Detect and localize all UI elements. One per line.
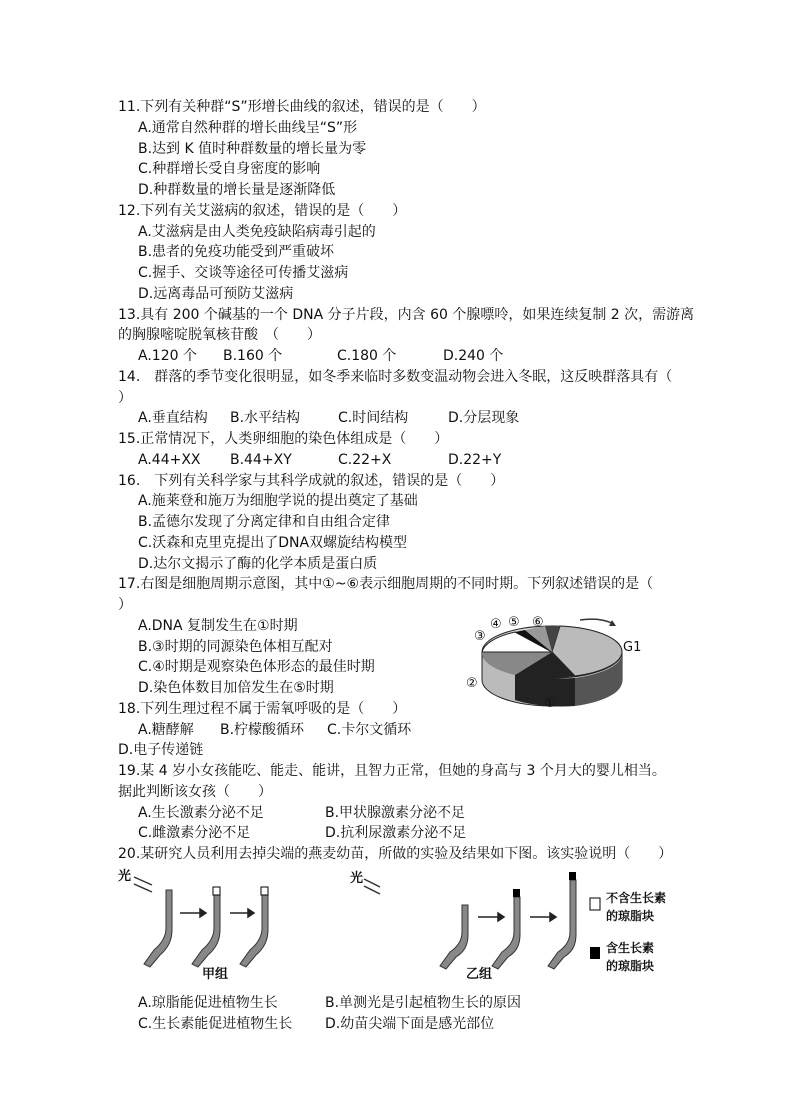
group-a-label: 甲组 bbox=[202, 966, 229, 982]
seedling-experiment-diagram bbox=[112, 865, 672, 993]
q11-option-c: C.种群增长受自身密度的影响 bbox=[138, 161, 321, 178]
q17-option-a: A.DNA 复制发生在①时期 bbox=[138, 617, 298, 634]
legend-empty-line2: 的琼脂块 bbox=[606, 908, 655, 923]
q12-option-a: A.艾滋病是由人类免疫缺陷病毒引起的 bbox=[138, 223, 376, 240]
q13-options bbox=[118, 346, 678, 367]
q14-option-d: D.分层现象 bbox=[448, 410, 520, 427]
q16-option-c: C.沃森和克里克提出了DNA双螺旋结构模型 bbox=[138, 534, 408, 551]
q18-option-b: B.柠檬酸循环 bbox=[220, 721, 305, 738]
q17-option-b: B.③时期的同源染色体相互配对 bbox=[138, 638, 333, 655]
q15-option-b: B.44+XY bbox=[230, 451, 292, 468]
q19-options-row2 bbox=[118, 823, 678, 844]
q13-stem: 13.具有 200 个碱基的一个 DNA 分子片段，内含 60 个腺嘌呤，如果连续复制 2 次，需游离 bbox=[118, 306, 695, 323]
q17-option-c: C.④时期是观察染色体形态的最佳时期 bbox=[138, 659, 375, 676]
pie-label-6: ⑥ bbox=[532, 615, 544, 630]
q19-option-c: C.雌激素分泌不足 bbox=[138, 825, 251, 842]
q11-option-a: A.通常自然种群的增长曲线呈“S”形 bbox=[138, 119, 358, 136]
q13-option-d: D.240 个 bbox=[443, 348, 504, 364]
q20-options-row2 bbox=[118, 1014, 678, 1035]
q16-option-d: D.达尔文揭示了酶的化学本质是蛋白质 bbox=[138, 555, 378, 572]
pie-label-3: ③ bbox=[474, 629, 486, 644]
q20-option-a: A.琼脂能促进植物生长 bbox=[138, 994, 278, 1011]
q17-stem-cont: ） bbox=[118, 597, 132, 613]
q11-stem: 11.下列有关种群“S”形增长曲线的叙述，错误的是（ ） bbox=[118, 99, 486, 115]
q19-options-row1 bbox=[118, 803, 678, 824]
group-b-label: 乙组 bbox=[466, 966, 493, 982]
q20-figure bbox=[118, 865, 678, 993]
q20-stem: 20.某研究人员利用去掉尖端的燕麦幼苗，所做的实验及结果如下图。该实验说明（ ） bbox=[118, 846, 673, 862]
q12-option-c: C.握手、交谈等途径可传播艾滋病 bbox=[138, 265, 349, 281]
q14-stem: 14. 群落的季节变化很明显，如冬季来临时多数变温动物会进入冬眠，这反映群落具有（ bbox=[118, 368, 673, 385]
q18-options bbox=[118, 720, 678, 741]
q13-option-b: B.160 个 bbox=[223, 348, 283, 364]
pie-label-1: ① bbox=[544, 696, 556, 711]
q20-option-c: C.生长素能促进植物生长 bbox=[138, 1015, 293, 1032]
q12-option-b: B.患者的免疫功能受到严重破坏 bbox=[138, 244, 335, 261]
q13-option-c: C.180 个 bbox=[337, 348, 397, 364]
q12-option-d: D.远离毒品可预防艾滋病 bbox=[138, 285, 294, 302]
q16-option-a: A.施莱登和施万为细胞学说的提出奠定了基础 bbox=[138, 493, 418, 510]
exam-page bbox=[118, 97, 695, 1034]
pie-label-g1: G1 bbox=[623, 640, 642, 655]
q18-option-c: C.卡尔文循环 bbox=[327, 721, 412, 738]
q19-option-b: B.甲状腺激素分泌不足 bbox=[325, 804, 466, 821]
q11-option-d: D.种群数量的增长量是逐渐降低 bbox=[138, 182, 336, 198]
sequence-arrows bbox=[180, 909, 556, 921]
q20-options-row1 bbox=[118, 993, 678, 1014]
q11-option-b: B.达到 K 值时种群数量的增长量为零 bbox=[138, 140, 367, 157]
seedlings bbox=[144, 880, 576, 969]
q16-option-b: B.孟德尔发现了分离定律和自由组合定律 bbox=[138, 514, 391, 530]
pie-label-4: ④ bbox=[490, 617, 502, 632]
q18-option-d: D.电子传递链 bbox=[118, 742, 204, 759]
q12-stem: 12.下列有关艾滋病的叙述，错误的是（ ） bbox=[118, 202, 407, 219]
light-label-a: 光 bbox=[118, 868, 132, 884]
legend-full-line2: 的琼脂块 bbox=[606, 958, 655, 973]
q17-option-d: D.染色体数目加倍发生在⑤时期 bbox=[138, 680, 334, 696]
q13-stem-cont: 的胸腺嘧啶脱氧核苷酸 （ ） bbox=[118, 327, 321, 344]
q15-options bbox=[118, 450, 678, 471]
agar-blocks bbox=[213, 872, 576, 897]
q18-stem: 18.下列生理过程不属于需氧呼吸的是（ ） bbox=[118, 700, 407, 717]
q14-option-c: C.时间结构 bbox=[338, 410, 409, 427]
q15-option-a: A.44+XX bbox=[138, 451, 201, 468]
q14-stem-cont: ） bbox=[118, 389, 132, 406]
q13-option-a: A.120 个 bbox=[138, 348, 197, 364]
q19-option-d: D.抗利尿激素分泌不足 bbox=[325, 825, 467, 842]
q14-options bbox=[118, 408, 678, 429]
q15-option-c: C.22+X bbox=[338, 451, 392, 468]
q15-stem: 15.正常情况下，人类卵细胞的染色体组成是（ ） bbox=[118, 431, 449, 447]
legend-full-line1: 含生长素 bbox=[606, 940, 655, 955]
q20-option-b: B.单测光是引起植物生长的原因 bbox=[325, 994, 522, 1011]
q20-option-d: D.幼苗尖端下面是感光部位 bbox=[325, 1015, 495, 1032]
legend-full-swatch bbox=[590, 947, 600, 959]
cell-cycle-pie-figure bbox=[460, 612, 650, 716]
light-label-b: 光 bbox=[350, 870, 364, 886]
q14-option-a: A.垂直结构 bbox=[138, 410, 208, 427]
q16-stem: 16. 下列有关科学家与其科学成就的叙述，错误的是（ ） bbox=[118, 472, 505, 489]
q19-stem: 19.某 4 岁小女孩能吃、能走、能讲，且智力正常，但她的身高与 3 个月大的婴儿相当。 bbox=[118, 763, 666, 779]
pie-label-2: ② bbox=[466, 676, 478, 691]
q19-stem-cont: 据此判断该女孩（ ） bbox=[118, 783, 272, 800]
q17-stem: 17.右图是细胞周期示意图，其中①~⑥表示细胞周期的不同时期。下列叙述错误的是（ bbox=[118, 576, 654, 593]
q15-option-d: D.22+Y bbox=[448, 451, 502, 468]
legend-empty-line1: 不含生长素 bbox=[606, 890, 667, 905]
q19-option-a: A.生长激素分泌不足 bbox=[138, 804, 264, 821]
pie-label-5: ⑤ bbox=[508, 615, 520, 630]
legend-empty-swatch bbox=[590, 898, 600, 910]
q14-option-b: B.水平结构 bbox=[230, 410, 301, 427]
q18-option-a: A.糖酵解 bbox=[138, 721, 194, 738]
